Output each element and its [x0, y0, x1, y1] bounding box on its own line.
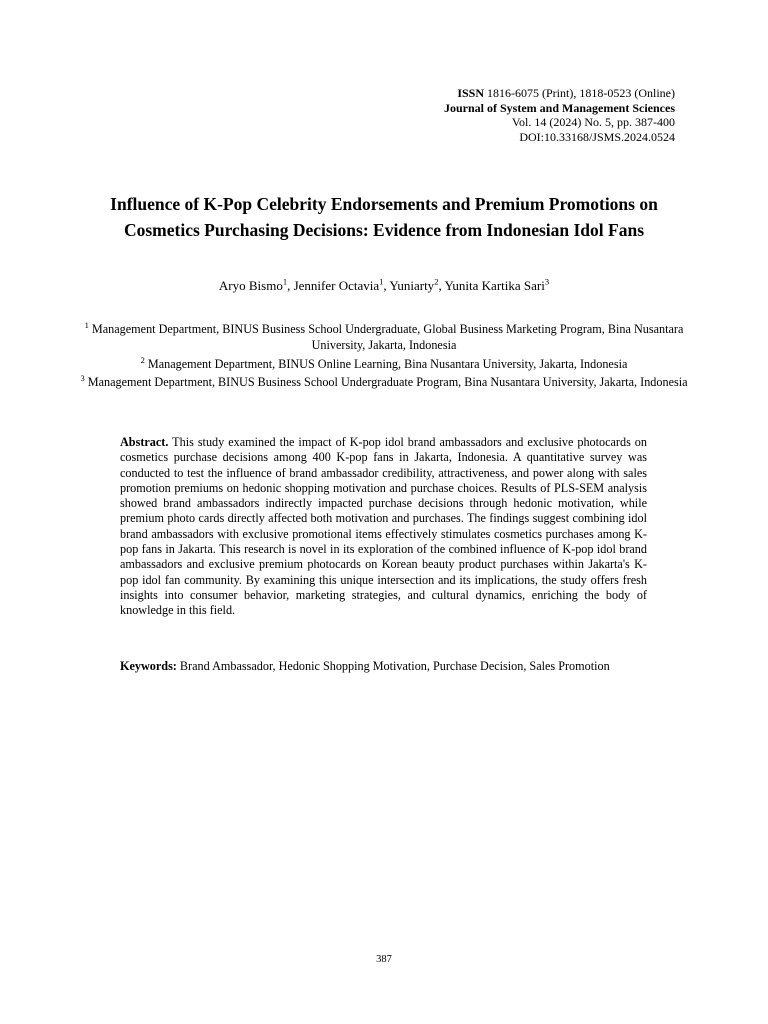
affiliation-list — [80, 321, 688, 392]
keywords-label: Keywords: — [120, 659, 177, 673]
journal-name: Journal of System and Management Sciences — [444, 100, 675, 115]
author-affiliation-mark: 3 — [544, 276, 550, 287]
author-separator: , — [438, 278, 445, 293]
affiliation — [80, 321, 688, 354]
author-name: Yunita Kartika Sari — [444, 278, 545, 293]
author-affiliation-mark: 1 — [282, 276, 288, 287]
abstract-label: Abstract. — [120, 435, 169, 449]
author — [444, 278, 549, 293]
author-name: Jennifer Octavia — [293, 278, 380, 293]
author-affiliation-mark: 2 — [434, 276, 439, 287]
author — [294, 278, 390, 293]
journal-volume: Vol. 14 (2024) No. 5, pp. 387-400 — [511, 115, 675, 130]
journal-doi: DOI:10.33168/JSMS.2024.0524 — [519, 130, 675, 145]
affiliation-text: Management Department, BINUS Online Learning, Bina Nusantara University, Jakarta, Indonesia — [144, 356, 628, 371]
author-separator: , — [287, 278, 294, 293]
issn-text: 1816-6075 (Print), 1818-0523 (Online) — [484, 86, 675, 100]
affiliation-number: 2 — [140, 354, 145, 365]
author-separator: , — [383, 278, 390, 293]
issn-line — [444, 86, 675, 101]
affiliation — [80, 374, 688, 390]
page-number: 387 — [376, 954, 392, 965]
keywords-text: Brand Ambassador, Hedonic Shopping Motivation, Purchase Decision, Sales Promotion — [176, 659, 610, 673]
affiliation-number: 1 — [84, 319, 89, 330]
issn-label: ISSN — [457, 86, 485, 100]
journal-header — [444, 86, 675, 145]
affiliation-text: Management Department, BINUS Business School Undergraduate Program, Bina Nusantara University, Jakarta, Indonesia — [84, 374, 688, 389]
author-name: Aryo Bismo — [218, 278, 283, 293]
paper-title: Influence of K-Pop Celebrity Endorsements and Premium Promotions on Cosmetics Purchasing Decisions: Evidence from Indonesian Idol Fans — [110, 194, 658, 240]
affiliation-number: 3 — [80, 372, 85, 383]
affiliation — [80, 356, 688, 372]
author — [389, 278, 444, 293]
author-affiliation-mark: 1 — [379, 276, 384, 287]
abstract-text: This study examined the impact of K-pop idol brand ambassadors and exclusive photocards on cosmetics purchase decisions among 400 K-pop fans in Jakarta, Indonesia. A quantitative survey was conducted to test the influence of brand ambassador credibility, attractiveness, and power along with sales promotion premiums on hedonic shopping motivation and purchase choices. Results of PLS-SEM analysis showed brand ambassadors indirectly impacted purchase decisions through hedonic motivation, while premium photo cards directly affected both motivation and purchases. The findings suggest combining idol brand ambassadors with exclusive promotional items effectively stimulates cosmetics purchases among K-pop fans in Jakarta. This research is novel in its exploration of the combined influence of K-pop idol brand ambassadors and exclusive premium photocards on Korean beauty product purchases within Jakarta's K-pop idol fan community. By examining this unique intersection and its implications, the study offers fresh insights into consumer behavior, marketing strategies, and cultural dynamics, enriching the body of knowledge in this field. — [120, 435, 647, 618]
keywords — [120, 658, 647, 676]
author — [219, 278, 294, 293]
author-name: Yuniarty — [389, 278, 435, 293]
author-list — [80, 278, 688, 294]
abstract — [120, 435, 647, 619]
affiliation-text: Management Department, BINUS Business School Undergraduate, Global Business Marketing Program, Bina Nusantara University, Jakarta, Indonesia — [88, 322, 684, 353]
